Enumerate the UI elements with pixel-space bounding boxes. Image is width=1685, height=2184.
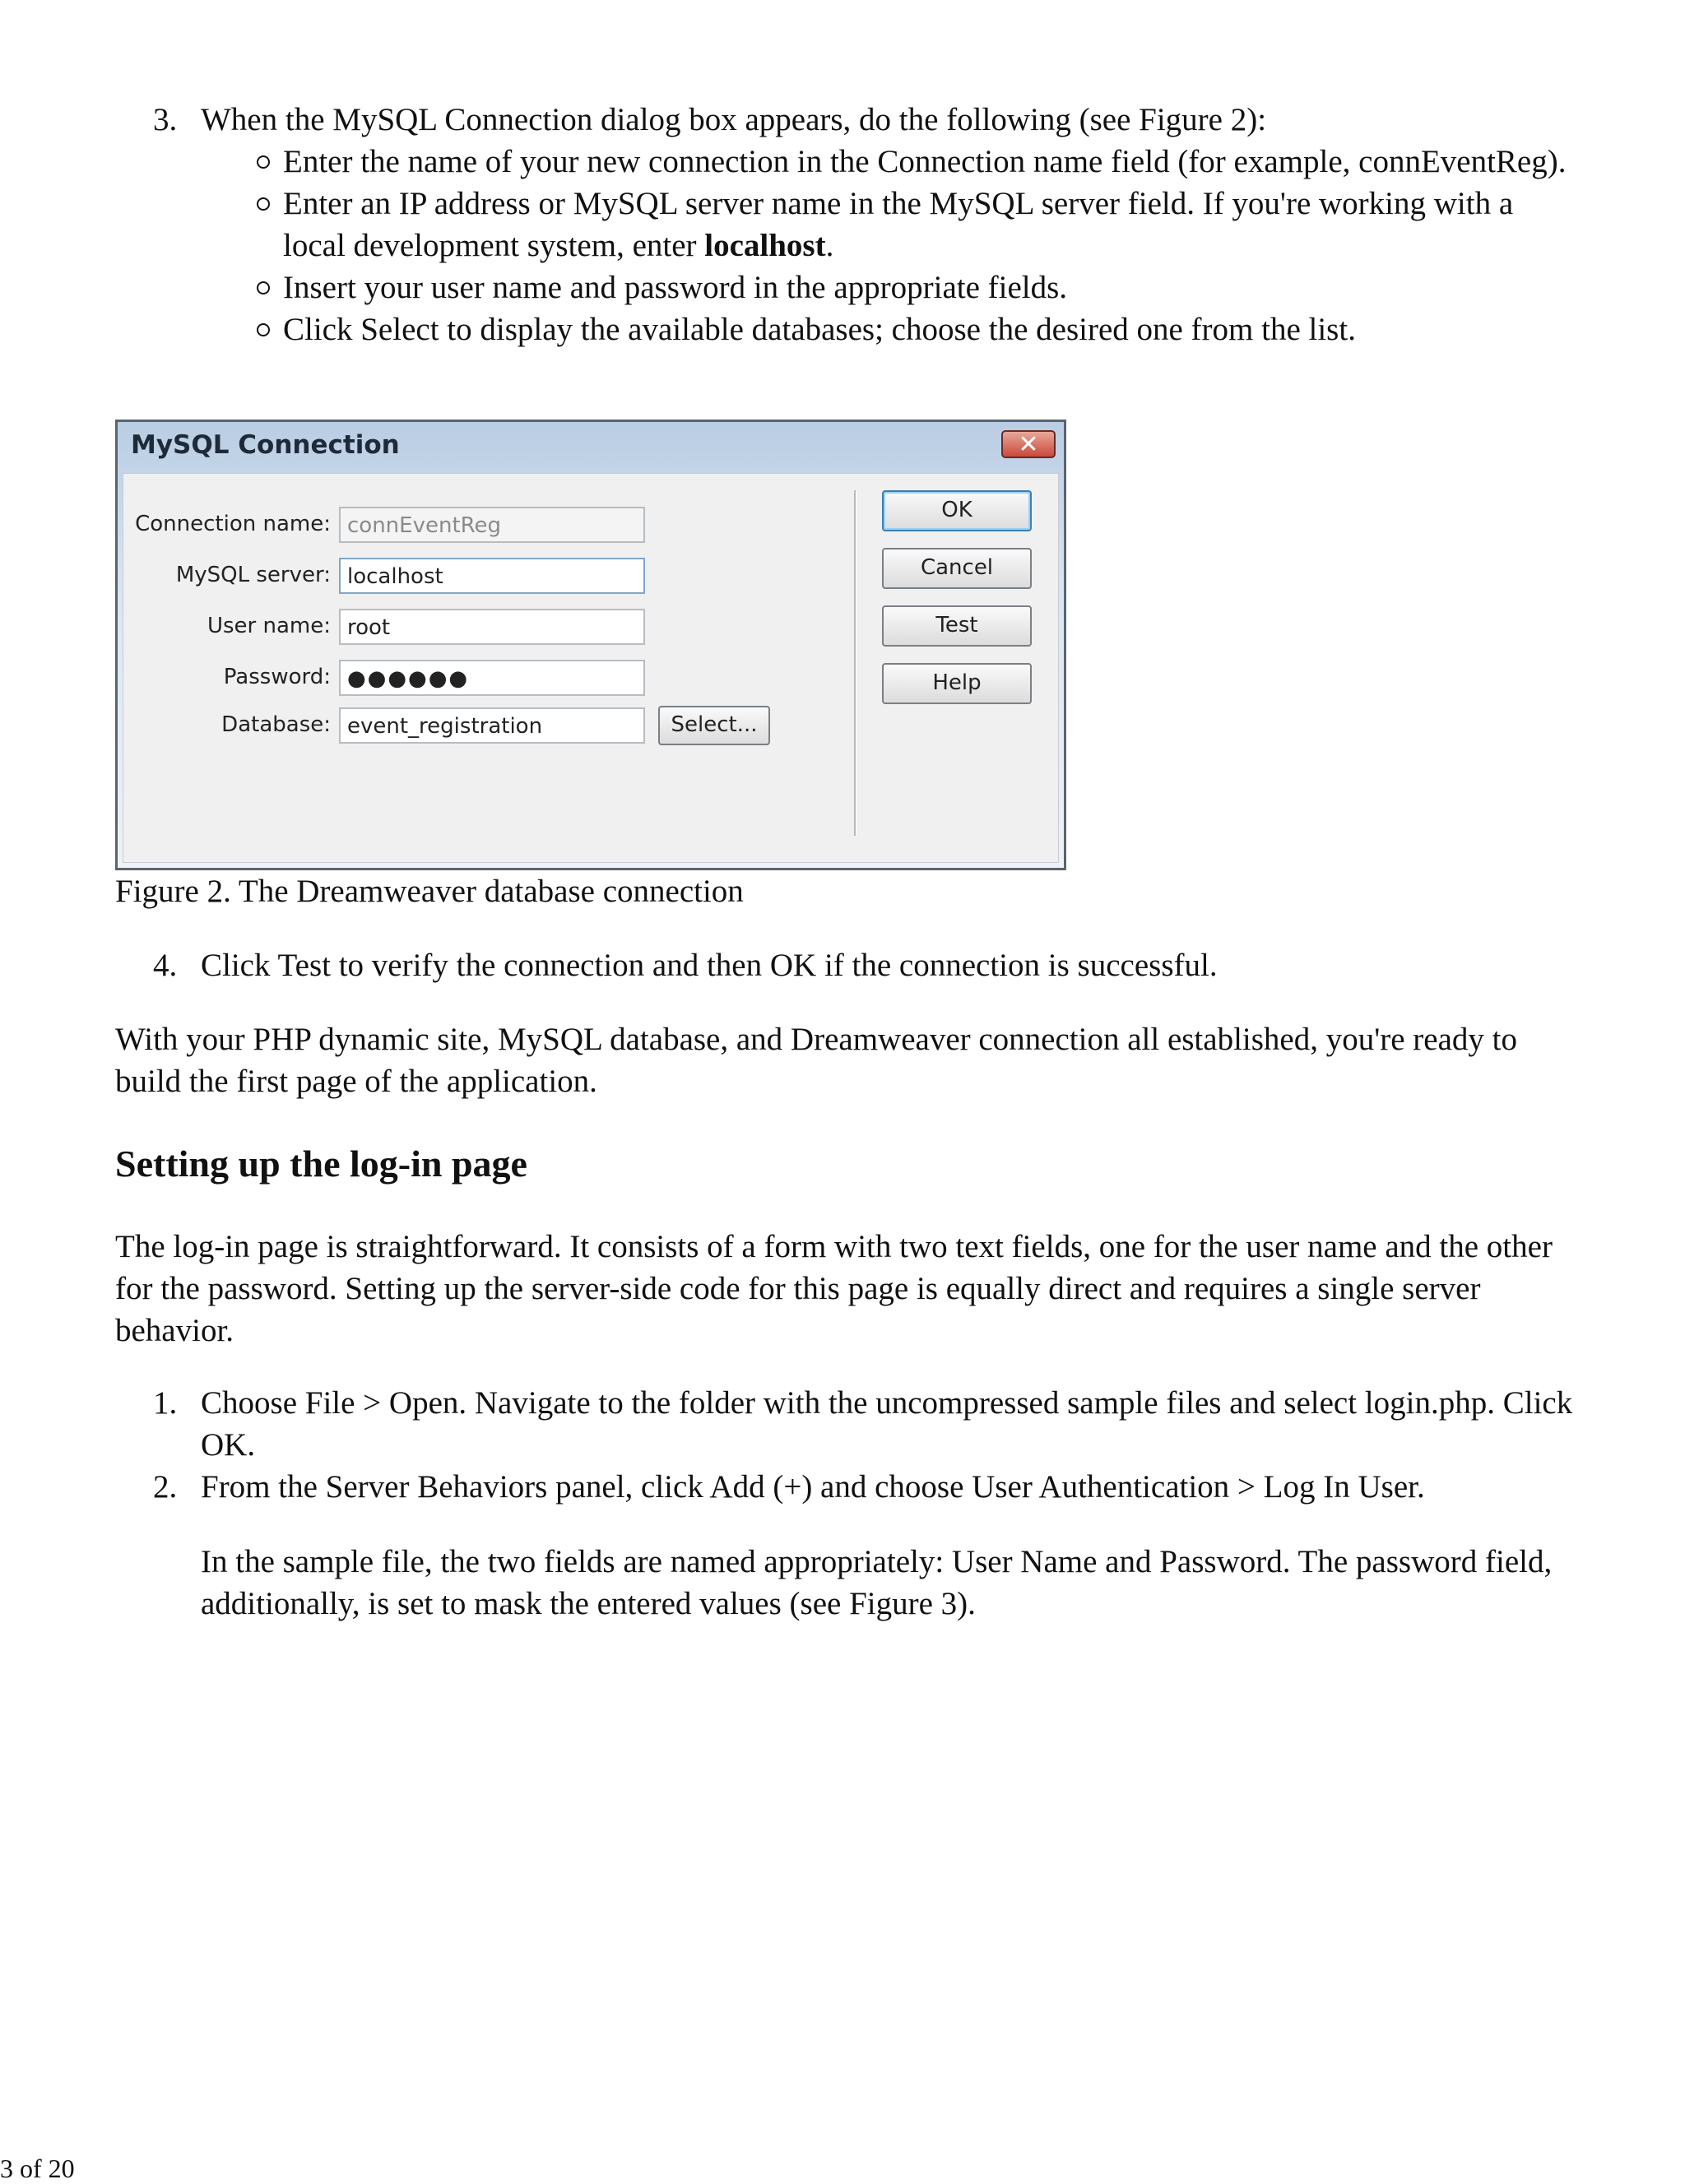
step-2-note: In the sample file, the two fields are named appropriately: User Name and Password. The password field, additionally, is set to mask the entered values (see Figure 3). [201,1544,1553,1621]
dialog-titlebar [118,422,1064,471]
bullet-item: Enter the name of your new connection in the Connection name field (for example, connEventReg). [201,141,1580,183]
step-2 [115,1466,1580,1625]
paragraph-established: With your PHP dynamic site, MySQL database, and Dreamweaver connection all established, you're ready to build the first page of the application. [115,1022,1518,1099]
paragraph-login-intro: The log-in page is straightforward. It consists of a form with two text fields, one for the user name and the other for the password. Setting up the server-side code for this page is equally direct and requires a single server behavior. [115,1229,1553,1348]
mysql-server-label: MySQL server: [175,563,331,587]
bold-localhost: localhost [704,228,826,263]
dialog-title: MySQL Connection [131,430,400,460]
bullet-item: Click Select to display the available databases; choose the desired one from the list. [201,308,1580,350]
user-name-row [123,609,331,647]
test-button[interactable]: Test [882,605,1032,647]
cancel-button[interactable]: Cancel [882,548,1032,589]
user-name-label: User name: [207,614,331,638]
password-field[interactable]: ●●●●●● [339,660,645,696]
step-number: 3. [153,102,178,137]
mysql-server-row [123,558,331,596]
circle-bullet-icon [257,281,270,294]
step-text: Click Test to verify the connection and then OK if the connection is successful. [201,948,1218,983]
circle-bullet-icon [257,155,270,169]
step-list-bottom [115,1382,1580,1625]
select-button[interactable]: Select... [658,706,770,745]
database-field[interactable]: event_registration [339,707,645,744]
connection-name-label: Connection name: [135,512,331,536]
step-list-mid [115,944,1580,986]
step-text: From the Server Behaviors panel, click Add (+) and choose User Authentication > Log In User. [201,1469,1425,1505]
bullet-item: Insert your user name and password in the appropriate fields. [201,267,1580,308]
user-name-field[interactable]: root [339,609,645,645]
step-text: When the MySQL Connection dialog box appears, do the following (see Figure 2): [201,102,1267,137]
close-icon: ✕ [1018,430,1039,459]
database-label: Database: [221,712,331,737]
connection-name-field[interactable]: connEventReg [339,507,645,543]
step-number: 2. [153,1469,178,1505]
close-button[interactable] [1001,430,1056,458]
bullet-item: Enter an IP address or MySQL server name in the MySQL server field. If you're working with a local development system, enter localhost. [201,183,1580,267]
password-row [123,660,331,698]
connection-name-row [123,507,331,545]
mysql-connection-dialog [115,420,1066,870]
password-label: Password: [223,665,331,689]
circle-bullet-icon [257,197,270,211]
figure-caption: Figure 2. The Dreamweaver database connection [115,874,744,909]
step-list-top [115,99,1580,350]
page-number: 3 of 20 [0,2154,75,2183]
dialog-body [123,473,1059,863]
step-1 [115,1382,1580,1466]
step-3 [115,99,1580,350]
mysql-server-field[interactable]: localhost [339,558,645,594]
dialog-separator [854,490,856,836]
ok-button[interactable]: OK [882,490,1032,531]
step-4 [115,944,1580,986]
step-number: 1. [153,1385,178,1421]
database-row [123,707,331,745]
circle-bullet-icon [257,323,270,336]
step-text: Choose File > Open. Navigate to the folder with the uncompressed sample files and select login.php. Click OK. [201,1385,1573,1463]
help-button[interactable]: Help [882,663,1032,704]
section-heading: Setting up the log-in page [115,1143,527,1185]
step-number: 4. [153,948,178,983]
step-3-bullets [201,141,1580,350]
